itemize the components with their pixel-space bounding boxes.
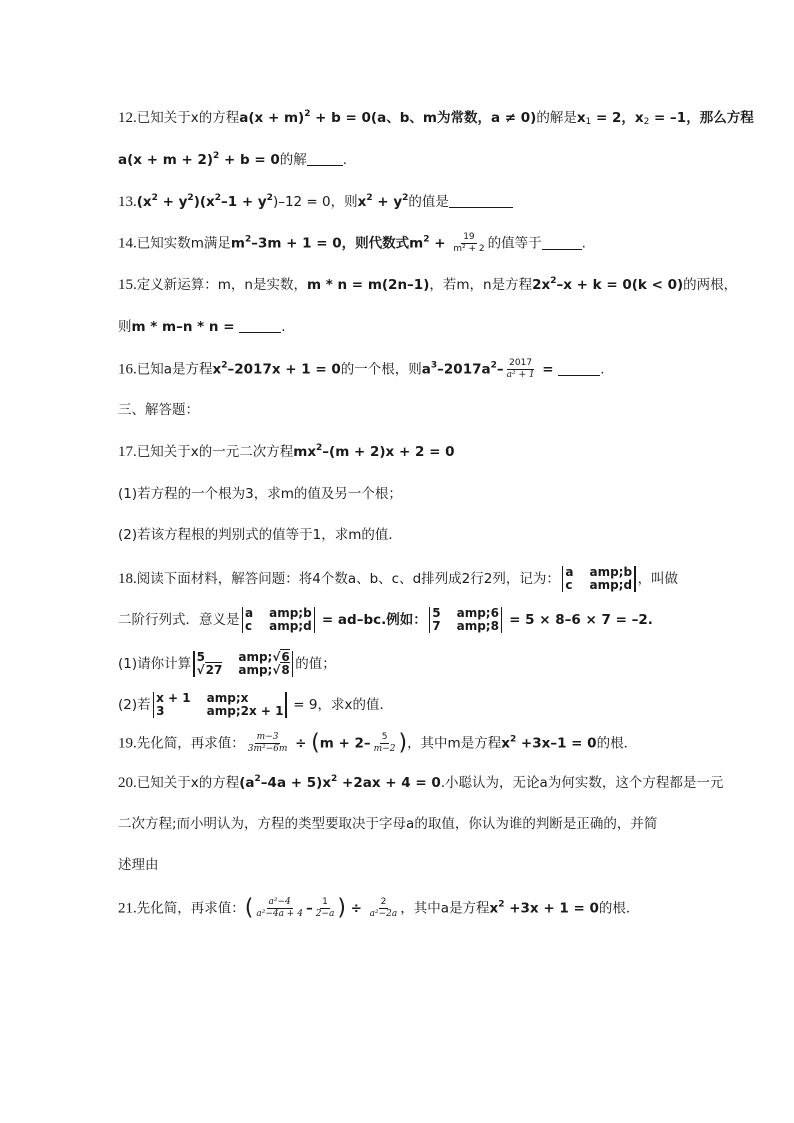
question-text: 已知关于x的方程 <box>136 110 240 126</box>
question-18-part-2 <box>118 692 734 718</box>
equation: + <box>429 235 451 252</box>
question-14: 14.已知实数m满足$m^2-3m + 1 = 0$，则代数式$m^2$ + $\frac{19}{\text{m² + 2}}$ 的值等于 . <box>118 232 586 254</box>
determinant-cell: amp;d <box>269 619 312 633</box>
question-text: 的值是 <box>408 194 449 210</box>
minus-sign: – <box>305 900 313 917</box>
question-text: (1)请你计算 <box>118 656 192 672</box>
determinant-cell: amp;d <box>589 578 633 592</box>
fraction <box>368 897 400 920</box>
equation: = <box>537 361 559 378</box>
question-18-part-1 <box>118 651 734 677</box>
equation: + b = 0 <box>219 152 280 168</box>
question-19: 19.先化简，再求值： $\frac{m-3}{\text{3m²−6m}}$ ÷ (m + 2– $\frac{5}{m-2}$ )，其中m是方程$x^2 +3x-1 = 0$的根． <box>118 730 638 756</box>
determinant-cell: a <box>565 565 574 579</box>
question-12-line-1: 12.已知关于x的方程$a(x + m)^2 + b = 0(a$、b、m为常数，a ≠ 0)的解是$x_1 = 2$，$x_2 = -1$，那么方程 <box>118 109 754 127</box>
equation: +2ax + 4 = 0 <box>337 775 441 791</box>
question-text: 阅读下面材料，解答问题：将4个数a、b、c、d排列成2行2列，记为： <box>136 571 560 587</box>
answer-blank[interactable] <box>307 151 343 166</box>
question-text: 的根． <box>598 900 640 917</box>
question-text: 的根． <box>596 735 638 752</box>
question-number: 17. <box>118 444 137 460</box>
answer-blank[interactable] <box>239 318 281 333</box>
determinant-cell: amp;b <box>589 565 633 579</box>
fraction-denominator: 2−a <box>315 909 335 919</box>
question-number: 20. <box>118 775 137 791</box>
determinant-cell: amp;2x + 1 <box>206 704 284 718</box>
equation: a(x + m) <box>239 110 305 126</box>
fraction-numerator: a²−4 <box>268 897 291 907</box>
equation: mx <box>293 444 317 460</box>
fraction-denominator: a²−2a <box>369 909 398 919</box>
determinant-cell: √27 <box>196 663 223 677</box>
determinant-cell: amp;√8 <box>238 663 290 677</box>
question-text: = 9，求x的值． <box>288 697 393 713</box>
equation: –4a + 5)x <box>260 775 332 791</box>
fraction <box>372 732 398 755</box>
fraction <box>451 232 486 255</box>
equation: = ad–bc.例如： <box>317 612 427 628</box>
fraction-denominator: a² + 1 <box>506 370 535 380</box>
question-15-line-2 <box>118 317 734 337</box>
determinant-cell: 5 <box>432 606 441 620</box>
determinant-cell: c <box>565 578 573 592</box>
question-text: 的解 <box>279 152 307 168</box>
equation: m + 2– <box>319 735 371 752</box>
fraction-denominator: m−2 <box>373 744 396 754</box>
question-number: 19. <box>118 735 137 752</box>
cell-prefix: amp; <box>238 650 273 664</box>
equation: –(m + 2)x + 2 = 0 <box>322 444 455 460</box>
division-sign: ÷ <box>345 900 367 917</box>
determinant <box>153 692 287 718</box>
cell-prefix: amp; <box>238 663 273 677</box>
equation: + y <box>372 194 403 210</box>
division-sign: ÷ <box>290 735 312 752</box>
question-18-line-1 <box>118 566 734 592</box>
equation: –x + k = 0(k < 0) <box>556 277 684 293</box>
question-text: 先化简，再求值： <box>136 735 245 752</box>
fraction-denominator: m² + 2 <box>453 244 485 254</box>
question-text: 已知关于x的方程 <box>136 775 240 791</box>
equation: x <box>501 735 510 752</box>
question-text: ，若m，n是方程 <box>429 277 533 293</box>
question-20-line-2: 二次方程;而小明认为，方程的类型要取决于字母a的取值，你认为谁的判断是正确的，并简 <box>118 816 658 832</box>
equation: x <box>489 900 499 917</box>
period: . <box>600 361 605 378</box>
radicand: 6 <box>281 650 290 664</box>
fraction-denominator: 3m²−6m <box>247 744 288 754</box>
question-text: 先化简，再求值： <box>136 900 245 917</box>
determinant <box>193 651 293 677</box>
equation: 2x <box>532 277 551 293</box>
question-17-part-1: (1)若方程的一个根为3，求m的值及另一个根； <box>118 486 402 502</box>
question-number: 21. <box>118 900 137 917</box>
determinant-cell: 5 <box>196 650 205 664</box>
period: . <box>342 152 348 168</box>
root-x1-value: = 2， <box>591 110 635 126</box>
determinant-cell: amp;6 <box>456 606 499 620</box>
question-text: ，叫做 <box>637 571 679 587</box>
determinant-cell: x + 1 <box>156 691 191 705</box>
question-text: 的解是 <box>536 110 577 126</box>
root-x2-value: = –1，那么方程 <box>649 110 754 126</box>
determinant-cell: amp;8 <box>456 619 499 633</box>
determinant-cell: amp;√6 <box>238 650 290 664</box>
equation: +3x + 1 = 0 <box>504 900 599 917</box>
equation: = 5 × 8–6 × 7 = –2. <box>504 612 653 628</box>
equation: –2017x + 1 = 0 <box>227 361 341 378</box>
determinant <box>242 607 316 633</box>
question-13: $13.(x^2 + y^2)(x^2-1 + y^2)-12 = 0$，则$x^2 + y^2$的值是 <box>118 192 734 212</box>
question-number: 16. <box>118 361 137 378</box>
equation: –1 + y <box>221 194 267 210</box>
equation: m * n = m(2n–1) <box>306 277 430 293</box>
equation: m <box>409 235 424 252</box>
equation: a <box>421 361 431 378</box>
question-16: 16.已知a是方程$x^2-2017x + 1 = 0$的一个根，则$a^3-2017a^2-$ $\frac{2017}{\text{a² + 1}}$ = . <box>118 358 605 380</box>
period: . <box>281 319 286 335</box>
question-text: 已知关于x的一元二次方程 <box>136 444 294 460</box>
determinant-cell: amp;x <box>206 691 249 705</box>
question-text: 定义新运算：m，n是实数， <box>136 277 307 293</box>
question-text: 的值； <box>295 656 336 672</box>
question-number: 12. <box>118 110 137 126</box>
equation: m * m–n * n = <box>131 319 240 335</box>
equation: m <box>230 235 245 252</box>
equation: –3m + 1 = 0，则代数式 <box>251 235 410 252</box>
root-x1: x <box>576 110 586 126</box>
fraction-numerator: m−3 <box>256 732 279 742</box>
question-17-part-2: (2)若该方程根的判别式的值等于1，求m的值． <box>118 527 402 543</box>
determinant-cell: amp;b <box>269 606 312 620</box>
equation: – <box>496 361 504 378</box>
question-text: 的值等于 <box>487 235 542 252</box>
question-21: 21.先化简，再求值：( $\frac{\text{a²−4}}{\text{a²−4a + 4}}$ – $\frac{1}{2-a}$ ) ÷ $\frac{2}{\text{a²−2a}}$ ，其中a是方程$x^2 +3x + 1 = 0$的根． <box>118 895 640 921</box>
question-12-line-2: $a(x + m + 2)^2 + b = 0$的解 . <box>118 151 348 168</box>
answer-blank[interactable] <box>558 361 600 376</box>
radicand: 27 <box>205 663 223 677</box>
question-text: 二阶行列式．意义是 <box>118 612 240 628</box>
question-text: ，其中m是方程 <box>407 735 502 752</box>
question-17: 17.已知关于x的一元二次方程$mx^2-(m + 2)x + 2 = 0$ <box>118 443 455 460</box>
fraction-numerator: 2017 <box>509 358 533 368</box>
equation: (x <box>136 194 152 210</box>
equation: x <box>357 194 367 210</box>
question-number: 18. <box>118 571 137 587</box>
question-18-line-2 <box>118 607 734 633</box>
question-20-line-3: 述理由 <box>118 857 159 873</box>
fraction-numerator: 19 <box>463 232 475 242</box>
determinant-cell: 7 <box>432 619 441 633</box>
answer-blank[interactable] <box>449 193 513 208</box>
root-x2: x <box>634 110 644 126</box>
question-number: 13. <box>118 194 137 210</box>
equation: (a <box>239 775 255 791</box>
equation: + b = 0(a、b、m为常数，a ≠ 0) <box>310 110 537 126</box>
section-heading: 三、解答题： <box>118 402 199 418</box>
equation: )–12 = 0，则 <box>272 194 358 210</box>
question-text: .小聪认为，无论a为何实数，这个方程都是一元 <box>440 775 724 791</box>
fraction-numerator: 5 <box>381 732 388 742</box>
equation: a(x + m + 2) <box>118 152 214 168</box>
fraction-numerator: 2 <box>380 897 387 907</box>
determinant-cell: c <box>245 619 253 633</box>
equation: –2017a <box>437 361 491 378</box>
question-text: 已知实数m满足 <box>136 235 231 252</box>
fraction <box>254 897 305 920</box>
fraction <box>314 897 337 920</box>
determinant <box>562 566 636 592</box>
determinant-cell: 3 <box>156 704 165 718</box>
question-text: 已知a是方程 <box>136 361 213 378</box>
determinant-cell: a <box>245 606 254 620</box>
question-text: 则 <box>118 319 132 335</box>
equation: x <box>212 361 222 378</box>
question-text: 的两根， <box>683 277 738 293</box>
question-text: 的一个根，则 <box>340 361 422 378</box>
question-number: 15. <box>118 277 137 293</box>
question-20-line-1: 20.已知关于x的方程$(a^2-4a + 5)x^2 +2ax + 4 = 0$.小聪认为，无论a为何实数，这个方程都是一元 <box>118 774 724 791</box>
equation: +3x–1 = 0 <box>516 735 597 752</box>
question-15-line-1: 15.定义新运算：m，n是实数，m * n = m(2n–1)，若m，n是方程$2x^2-x + k = 0(k < 0)$的两根， <box>118 276 738 293</box>
fraction <box>246 732 290 755</box>
period: . <box>581 235 586 252</box>
fraction-numerator: 1 <box>322 897 328 907</box>
question-number: 14. <box>118 235 137 252</box>
radicand: 8 <box>281 663 290 677</box>
question-text: ，其中a是方程 <box>400 900 490 917</box>
fraction-denominator: a²−4a + 4 <box>256 909 303 919</box>
answer-blank[interactable] <box>542 235 582 250</box>
fraction <box>505 358 537 381</box>
equation: + y <box>157 194 188 210</box>
determinant <box>429 607 503 633</box>
question-text: (2)若 <box>118 697 151 713</box>
equation: )(x <box>193 194 215 210</box>
